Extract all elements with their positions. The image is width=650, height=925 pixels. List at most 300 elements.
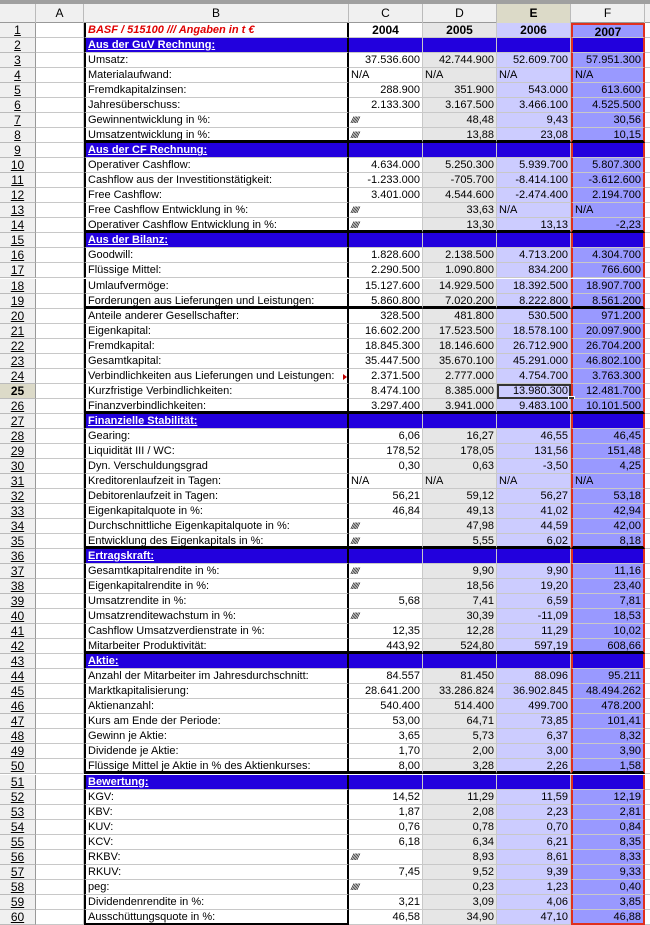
- value-cell-2007[interactable]: 4.525.500: [571, 98, 645, 113]
- cell-g-partial[interactable]: [645, 564, 650, 579]
- cell-a[interactable]: [36, 459, 84, 474]
- cell-a[interactable]: [36, 279, 84, 294]
- value-cell-2005[interactable]: 3,09: [423, 895, 497, 910]
- cell-a[interactable]: [36, 429, 84, 444]
- row-label-cell[interactable]: Verbindlichkeiten aus Lieferungen und Leistungen:: [84, 369, 349, 384]
- row-label-cell[interactable]: Materialaufwand:: [84, 68, 349, 83]
- value-cell-2004[interactable]: /////: [349, 113, 423, 128]
- value-cell-2005[interactable]: 514.400: [423, 699, 497, 714]
- cell-g-partial[interactable]: [645, 835, 650, 850]
- cell-a[interactable]: [36, 880, 84, 895]
- value-cell-2007[interactable]: 30,56: [571, 113, 645, 128]
- value-cell-2007[interactable]: 3,85: [571, 895, 645, 910]
- value-cell-2005[interactable]: 33.286.824: [423, 684, 497, 699]
- row-header[interactable]: 21: [0, 324, 36, 339]
- row-label-cell[interactable]: Marktkapitalisierung:: [84, 684, 349, 699]
- cell-a[interactable]: [36, 744, 84, 759]
- value-cell-2005[interactable]: 33,63: [423, 203, 497, 218]
- row-header[interactable]: 35: [0, 534, 36, 549]
- cell-g-partial[interactable]: [645, 669, 650, 684]
- value-cell-2007[interactable]: 0,40: [571, 880, 645, 895]
- row-header[interactable]: 34: [0, 519, 36, 534]
- value-cell-2005[interactable]: 34,90: [423, 910, 497, 925]
- value-cell-2004[interactable]: 3.297.400: [349, 399, 423, 414]
- row-label-cell[interactable]: Entwicklung des Eigenkapitals in %:: [84, 534, 349, 549]
- value-cell-2004[interactable]: /////: [349, 564, 423, 579]
- value-cell-2007[interactable]: 46,45: [571, 429, 645, 444]
- value-cell-2004[interactable]: N/A: [349, 68, 423, 83]
- value-cell-2006[interactable]: -2.474.400: [497, 188, 571, 203]
- cell-a[interactable]: [36, 504, 84, 519]
- cell-a[interactable]: [36, 354, 84, 369]
- value-cell-2006[interactable]: 11,59: [497, 790, 571, 805]
- cell-g-partial[interactable]: [645, 444, 650, 459]
- cell-a[interactable]: [36, 233, 84, 248]
- row-label-cell[interactable]: Operativer Cashflow Entwicklung in %:: [84, 218, 349, 233]
- value-cell-2004[interactable]: /////: [349, 519, 423, 534]
- value-cell-2005[interactable]: 9,90: [423, 564, 497, 579]
- value-cell-2006[interactable]: 4.713.200: [497, 248, 571, 263]
- row-header[interactable]: 27: [0, 414, 36, 429]
- row-label-cell[interactable]: Finanzverbindlichkeiten:: [84, 399, 349, 414]
- cell-a[interactable]: [36, 143, 84, 158]
- value-cell-2006[interactable]: 543.000: [497, 83, 571, 98]
- value-cell-2006[interactable]: 597,19: [497, 639, 571, 654]
- value-cell-2005[interactable]: 0,23: [423, 880, 497, 895]
- cell-g-partial[interactable]: [645, 459, 650, 474]
- value-cell-2004[interactable]: 8,00: [349, 759, 423, 774]
- row-label-cell[interactable]: Gearing:: [84, 429, 349, 444]
- value-cell-2007[interactable]: 46,88: [571, 910, 645, 925]
- value-cell-2005[interactable]: 5,55: [423, 534, 497, 549]
- cell-a[interactable]: [36, 639, 84, 654]
- value-cell-2006[interactable]: 4,06: [497, 895, 571, 910]
- value-cell-2004[interactable]: 288.900: [349, 83, 423, 98]
- cell-g-partial[interactable]: [645, 218, 650, 233]
- value-cell-2004[interactable]: 12,35: [349, 624, 423, 639]
- column-header-g-partial[interactable]: [645, 4, 650, 23]
- value-cell-2007[interactable]: 42,00: [571, 519, 645, 534]
- row-header[interactable]: 38: [0, 579, 36, 594]
- value-cell-2005[interactable]: 2.138.500: [423, 248, 497, 263]
- section-label-cell[interactable]: Aus der Bilanz:: [84, 233, 349, 248]
- value-cell-2005[interactable]: 3,28: [423, 759, 497, 774]
- section-fill-cell[interactable]: [349, 143, 423, 158]
- row-header[interactable]: 20: [0, 309, 36, 324]
- value-cell-2006[interactable]: 2,26: [497, 759, 571, 774]
- value-cell-2005[interactable]: 81.450: [423, 669, 497, 684]
- cell-g-partial[interactable]: [645, 850, 650, 865]
- cell-a[interactable]: [36, 684, 84, 699]
- section-fill-cell[interactable]: [497, 143, 571, 158]
- row-label-cell[interactable]: Jahresüberschuss:: [84, 98, 349, 113]
- row-label-cell[interactable]: KUV:: [84, 820, 349, 835]
- cell-g-partial[interactable]: [645, 369, 650, 384]
- cell-a[interactable]: [36, 805, 84, 820]
- value-cell-2007[interactable]: 42,94: [571, 504, 645, 519]
- value-cell-2006[interactable]: 9,90: [497, 564, 571, 579]
- row-label-cell[interactable]: Cashflow Umsatzverdienstrate in %:: [84, 624, 349, 639]
- row-header[interactable]: 56: [0, 850, 36, 865]
- row-header[interactable]: 49: [0, 744, 36, 759]
- row-header[interactable]: 51: [0, 775, 36, 790]
- year-header-cell[interactable]: 2007: [571, 23, 645, 38]
- year-header-cell[interactable]: 2006: [497, 23, 571, 38]
- cell-g-partial[interactable]: [645, 895, 650, 910]
- cell-a[interactable]: [36, 820, 84, 835]
- value-cell-2005[interactable]: -705.700: [423, 173, 497, 188]
- section-fill-cell[interactable]: [349, 414, 423, 429]
- value-cell-2005[interactable]: 17.523.500: [423, 324, 497, 339]
- value-cell-2006[interactable]: N/A: [497, 474, 571, 489]
- cell-g-partial[interactable]: [645, 744, 650, 759]
- row-label-cell[interactable]: Mitarbeiter Produktivität:: [84, 639, 349, 654]
- row-header[interactable]: 46: [0, 699, 36, 714]
- row-label-cell[interactable]: Gesamtkapital:: [84, 354, 349, 369]
- cell-g-partial[interactable]: [645, 910, 650, 925]
- cell-a[interactable]: [36, 309, 84, 324]
- section-fill-cell[interactable]: [423, 143, 497, 158]
- cell-g-partial[interactable]: [645, 83, 650, 98]
- value-cell-2007[interactable]: 10.101.500: [571, 399, 645, 414]
- value-cell-2004[interactable]: /////: [349, 880, 423, 895]
- row-header[interactable]: 60: [0, 910, 36, 925]
- row-header[interactable]: 3: [0, 53, 36, 68]
- value-cell-2006[interactable]: 6,59: [497, 594, 571, 609]
- row-label-cell[interactable]: Dividendenrendite in %:: [84, 895, 349, 910]
- cell-g-partial[interactable]: [645, 248, 650, 263]
- cell-g-partial[interactable]: [645, 624, 650, 639]
- row-label-cell[interactable]: Kurs am Ende der Periode:: [84, 714, 349, 729]
- cell-g-partial[interactable]: [645, 414, 650, 429]
- value-cell-2007[interactable]: 478.200: [571, 699, 645, 714]
- row-label-cell[interactable]: Gewinn je Aktie:: [84, 729, 349, 744]
- value-cell-2007[interactable]: 12,19: [571, 790, 645, 805]
- value-cell-2007[interactable]: 20.097.900: [571, 324, 645, 339]
- value-cell-2004[interactable]: 540.400: [349, 699, 423, 714]
- value-cell-2007[interactable]: 2.194.700: [571, 188, 645, 203]
- value-cell-2004[interactable]: 0,30: [349, 459, 423, 474]
- cell-a[interactable]: [36, 324, 84, 339]
- value-cell-2005[interactable]: 3.941.000: [423, 399, 497, 414]
- value-cell-2004[interactable]: N/A: [349, 474, 423, 489]
- row-header[interactable]: 42: [0, 639, 36, 654]
- value-cell-2004[interactable]: /////: [349, 128, 423, 143]
- value-cell-2004[interactable]: 84.557: [349, 669, 423, 684]
- row-label-cell[interactable]: KGV:: [84, 790, 349, 805]
- value-cell-2006[interactable]: 3.466.100: [497, 98, 571, 113]
- value-cell-2004[interactable]: /////: [349, 203, 423, 218]
- value-cell-2004[interactable]: /////: [349, 534, 423, 549]
- cell-g-partial[interactable]: [645, 714, 650, 729]
- row-header[interactable]: 50: [0, 759, 36, 774]
- value-cell-2005[interactable]: 8,93: [423, 850, 497, 865]
- value-cell-2007[interactable]: 53,18: [571, 489, 645, 504]
- value-cell-2006[interactable]: -11,09: [497, 609, 571, 624]
- row-header[interactable]: 17: [0, 263, 36, 278]
- section-fill-cell[interactable]: [349, 549, 423, 564]
- value-cell-2007[interactable]: 18.907.700: [571, 279, 645, 294]
- cell-a[interactable]: [36, 83, 84, 98]
- cell-a[interactable]: [36, 579, 84, 594]
- cell-g-partial[interactable]: [645, 534, 650, 549]
- value-cell-2004[interactable]: 56,21: [349, 489, 423, 504]
- value-cell-2005[interactable]: 2,08: [423, 805, 497, 820]
- row-header[interactable]: 25: [0, 384, 36, 399]
- value-cell-2006[interactable]: 73,85: [497, 714, 571, 729]
- cell-a[interactable]: [36, 669, 84, 684]
- value-cell-2005[interactable]: 48,48: [423, 113, 497, 128]
- cell-a[interactable]: [36, 549, 84, 564]
- section-label-cell[interactable]: Finanzielle Stabilität:: [84, 414, 349, 429]
- value-cell-2007[interactable]: 95.211: [571, 669, 645, 684]
- row-header[interactable]: 11: [0, 173, 36, 188]
- value-cell-2005[interactable]: 14.929.500: [423, 279, 497, 294]
- cell-g-partial[interactable]: [645, 474, 650, 489]
- row-header[interactable]: 1: [0, 23, 36, 38]
- value-cell-2007[interactable]: 4,25: [571, 459, 645, 474]
- value-cell-2007[interactable]: 4.304.700: [571, 248, 645, 263]
- section-fill-cell[interactable]: [497, 775, 571, 790]
- value-cell-2004[interactable]: 2.133.300: [349, 98, 423, 113]
- value-cell-2004[interactable]: /////: [349, 609, 423, 624]
- value-cell-2007[interactable]: 5.807.300: [571, 158, 645, 173]
- row-header[interactable]: 36: [0, 549, 36, 564]
- column-header-c[interactable]: C: [349, 4, 423, 23]
- row-header[interactable]: 45: [0, 684, 36, 699]
- cell-a[interactable]: [36, 759, 84, 774]
- cell-a[interactable]: [36, 444, 84, 459]
- cell-a[interactable]: [36, 263, 84, 278]
- value-cell-2004[interactable]: 37.536.600: [349, 53, 423, 68]
- value-cell-2007[interactable]: 46.802.100: [571, 354, 645, 369]
- cell-g-partial[interactable]: [645, 429, 650, 444]
- value-cell-2004[interactable]: 3,65: [349, 729, 423, 744]
- value-cell-2007[interactable]: 3.763.300: [571, 369, 645, 384]
- cell-a[interactable]: [36, 865, 84, 880]
- value-cell-2005[interactable]: 42.744.900: [423, 53, 497, 68]
- value-cell-2005[interactable]: 59,12: [423, 489, 497, 504]
- year-header-cell[interactable]: 2004: [349, 23, 423, 38]
- row-label-cell[interactable]: Umsatzrendite in %:: [84, 594, 349, 609]
- value-cell-2006[interactable]: N/A: [497, 68, 571, 83]
- value-cell-2006[interactable]: -3,50: [497, 459, 571, 474]
- cell-g-partial[interactable]: [645, 294, 650, 309]
- row-header[interactable]: 47: [0, 714, 36, 729]
- cell-a[interactable]: [36, 699, 84, 714]
- cell-a[interactable]: [36, 489, 84, 504]
- row-header[interactable]: 59: [0, 895, 36, 910]
- cell-g-partial[interactable]: [645, 188, 650, 203]
- value-cell-2007[interactable]: -2,23: [571, 218, 645, 233]
- row-header[interactable]: 4: [0, 68, 36, 83]
- row-header[interactable]: 55: [0, 835, 36, 850]
- row-header[interactable]: 48: [0, 729, 36, 744]
- value-cell-2006[interactable]: 88.096: [497, 669, 571, 684]
- row-header[interactable]: 14: [0, 218, 36, 233]
- cell-a[interactable]: [36, 203, 84, 218]
- cell-a[interactable]: [36, 790, 84, 805]
- value-cell-2004[interactable]: 6,18: [349, 835, 423, 850]
- value-cell-2004[interactable]: 15.127.600: [349, 279, 423, 294]
- cell-g-partial[interactable]: [645, 699, 650, 714]
- value-cell-2004[interactable]: 1,87: [349, 805, 423, 820]
- value-cell-2005[interactable]: N/A: [423, 474, 497, 489]
- value-cell-2004[interactable]: 1,70: [349, 744, 423, 759]
- value-cell-2007[interactable]: 10,02: [571, 624, 645, 639]
- cell-g-partial[interactable]: [645, 98, 650, 113]
- section-fill-cell[interactable]: [497, 414, 571, 429]
- value-cell-2004[interactable]: 3,21: [349, 895, 423, 910]
- cell-a[interactable]: [36, 729, 84, 744]
- value-cell-2004[interactable]: 2.290.500: [349, 263, 423, 278]
- column-header-b[interactable]: B: [84, 4, 349, 23]
- value-cell-2006[interactable]: 131,56: [497, 444, 571, 459]
- row-label-cell[interactable]: Fremdkapitalzinsen:: [84, 83, 349, 98]
- row-label-cell[interactable]: Dividende je Aktie:: [84, 744, 349, 759]
- value-cell-2004[interactable]: 2.371.500: [349, 369, 423, 384]
- row-header[interactable]: 37: [0, 564, 36, 579]
- value-cell-2005[interactable]: 6,34: [423, 835, 497, 850]
- row-header[interactable]: 31: [0, 474, 36, 489]
- value-cell-2005[interactable]: 35.670.100: [423, 354, 497, 369]
- cell-a[interactable]: [36, 23, 84, 38]
- value-cell-2006[interactable]: 4.754.700: [497, 369, 571, 384]
- sheet-title-cell[interactable]: BASF / 515100 /// Angaben in t €: [84, 23, 349, 38]
- row-label-cell[interactable]: Kreditorenlaufzeit in Tagen:: [84, 474, 349, 489]
- row-header[interactable]: 16: [0, 248, 36, 263]
- value-cell-2004[interactable]: 1.828.600: [349, 248, 423, 263]
- cell-a[interactable]: [36, 594, 84, 609]
- value-cell-2006[interactable]: 6,02: [497, 534, 571, 549]
- cell-g-partial[interactable]: [645, 684, 650, 699]
- cell-a[interactable]: [36, 654, 84, 669]
- value-cell-2006[interactable]: 6,21: [497, 835, 571, 850]
- value-cell-2006[interactable]: 3,00: [497, 744, 571, 759]
- cell-g-partial[interactable]: [645, 128, 650, 143]
- section-fill-cell[interactable]: [423, 654, 497, 669]
- section-fill-cell[interactable]: [349, 775, 423, 790]
- value-cell-2006[interactable]: 41,02: [497, 504, 571, 519]
- value-cell-2006[interactable]: 18.578.100: [497, 324, 571, 339]
- cell-a[interactable]: [36, 835, 84, 850]
- value-cell-2004[interactable]: 0,76: [349, 820, 423, 835]
- cell-g-partial[interactable]: [645, 880, 650, 895]
- value-cell-2005[interactable]: 64,71: [423, 714, 497, 729]
- row-header[interactable]: 52: [0, 790, 36, 805]
- value-cell-2007[interactable]: 18,53: [571, 609, 645, 624]
- value-cell-2006[interactable]: N/A: [497, 203, 571, 218]
- value-cell-2006[interactable]: 11,29: [497, 624, 571, 639]
- row-label-cell[interactable]: Eigenkapitalquote in %:: [84, 504, 349, 519]
- value-cell-2007[interactable]: 0,84: [571, 820, 645, 835]
- row-header[interactable]: 58: [0, 880, 36, 895]
- value-cell-2007[interactable]: 23,40: [571, 579, 645, 594]
- cell-g-partial[interactable]: [645, 279, 650, 294]
- value-cell-2007[interactable]: 101,41: [571, 714, 645, 729]
- section-label-cell[interactable]: Aus der CF Rechnung:: [84, 143, 349, 158]
- value-cell-2004[interactable]: 35.447.500: [349, 354, 423, 369]
- row-label-cell[interactable]: Cashflow aus der Investitionstätigkeit:: [84, 173, 349, 188]
- value-cell-2007[interactable]: 8,18: [571, 534, 645, 549]
- cell-g-partial[interactable]: [645, 820, 650, 835]
- cell-g-partial[interactable]: [645, 203, 650, 218]
- value-cell-2004[interactable]: /////: [349, 850, 423, 865]
- cell-a[interactable]: [36, 369, 84, 384]
- cell-a[interactable]: [36, 53, 84, 68]
- row-header[interactable]: 29: [0, 444, 36, 459]
- value-cell-2004[interactable]: /////: [349, 218, 423, 233]
- value-cell-2005[interactable]: 481.800: [423, 309, 497, 324]
- value-cell-2006[interactable]: 8,61: [497, 850, 571, 865]
- value-cell-2007[interactable]: 608,66: [571, 639, 645, 654]
- cell-a[interactable]: [36, 384, 84, 399]
- cell-a[interactable]: [36, 248, 84, 263]
- section-fill-cell[interactable]: [571, 414, 645, 429]
- row-label-cell[interactable]: Ausschüttungsquote in %:: [84, 910, 349, 925]
- value-cell-2006[interactable]: 1,23: [497, 880, 571, 895]
- value-cell-2005[interactable]: 524,80: [423, 639, 497, 654]
- row-label-cell[interactable]: Umlaufvermöge:: [84, 279, 349, 294]
- section-label-cell[interactable]: Ertragskraft:: [84, 549, 349, 564]
- row-label-cell[interactable]: RKUV:: [84, 865, 349, 880]
- cell-g-partial[interactable]: [645, 759, 650, 774]
- cell-a[interactable]: [36, 38, 84, 53]
- value-cell-2005[interactable]: 11,29: [423, 790, 497, 805]
- cell-a[interactable]: [36, 68, 84, 83]
- value-cell-2006[interactable]: 5.939.700: [497, 158, 571, 173]
- cell-a[interactable]: [36, 158, 84, 173]
- value-cell-2006[interactable]: 13,13: [497, 218, 571, 233]
- row-label-cell[interactable]: Debitorenlaufzeit in Tagen:: [84, 489, 349, 504]
- cell-a[interactable]: [36, 564, 84, 579]
- row-label-cell[interactable]: Aktienanzahl:: [84, 699, 349, 714]
- section-fill-cell[interactable]: [497, 549, 571, 564]
- cell-a[interactable]: [36, 173, 84, 188]
- value-cell-2005[interactable]: 13,30: [423, 218, 497, 233]
- select-all-corner[interactable]: [0, 4, 36, 23]
- column-header-e[interactable]: E: [497, 4, 571, 23]
- value-cell-2006[interactable]: 23,08: [497, 128, 571, 143]
- cell-g-partial[interactable]: [645, 399, 650, 414]
- value-cell-2004[interactable]: 18.845.300: [349, 339, 423, 354]
- value-cell-2005[interactable]: 178,05: [423, 444, 497, 459]
- column-header-f[interactable]: F: [571, 4, 645, 23]
- section-fill-cell[interactable]: [349, 654, 423, 669]
- row-label-cell[interactable]: KBV:: [84, 805, 349, 820]
- cell-a[interactable]: [36, 850, 84, 865]
- row-header[interactable]: 40: [0, 609, 36, 624]
- cell-g-partial[interactable]: [645, 233, 650, 248]
- row-header[interactable]: 32: [0, 489, 36, 504]
- column-header-a[interactable]: A: [36, 4, 84, 23]
- cell-g-partial[interactable]: [645, 143, 650, 158]
- value-cell-2004[interactable]: 8.474.100: [349, 384, 423, 399]
- value-cell-2005[interactable]: N/A: [423, 68, 497, 83]
- value-cell-2005[interactable]: 9,52: [423, 865, 497, 880]
- row-header[interactable]: 19: [0, 294, 36, 309]
- value-cell-2007[interactable]: 9,33: [571, 865, 645, 880]
- value-cell-2005[interactable]: 5,73: [423, 729, 497, 744]
- value-cell-2004[interactable]: 14,52: [349, 790, 423, 805]
- row-header[interactable]: 43: [0, 654, 36, 669]
- value-cell-2007[interactable]: 613.600: [571, 83, 645, 98]
- value-cell-2006[interactable]: 0,70: [497, 820, 571, 835]
- value-cell-2006[interactable]: 46,55: [497, 429, 571, 444]
- value-cell-2007[interactable]: 8,32: [571, 729, 645, 744]
- value-cell-2005[interactable]: 18,56: [423, 579, 497, 594]
- cell-g-partial[interactable]: [645, 263, 650, 278]
